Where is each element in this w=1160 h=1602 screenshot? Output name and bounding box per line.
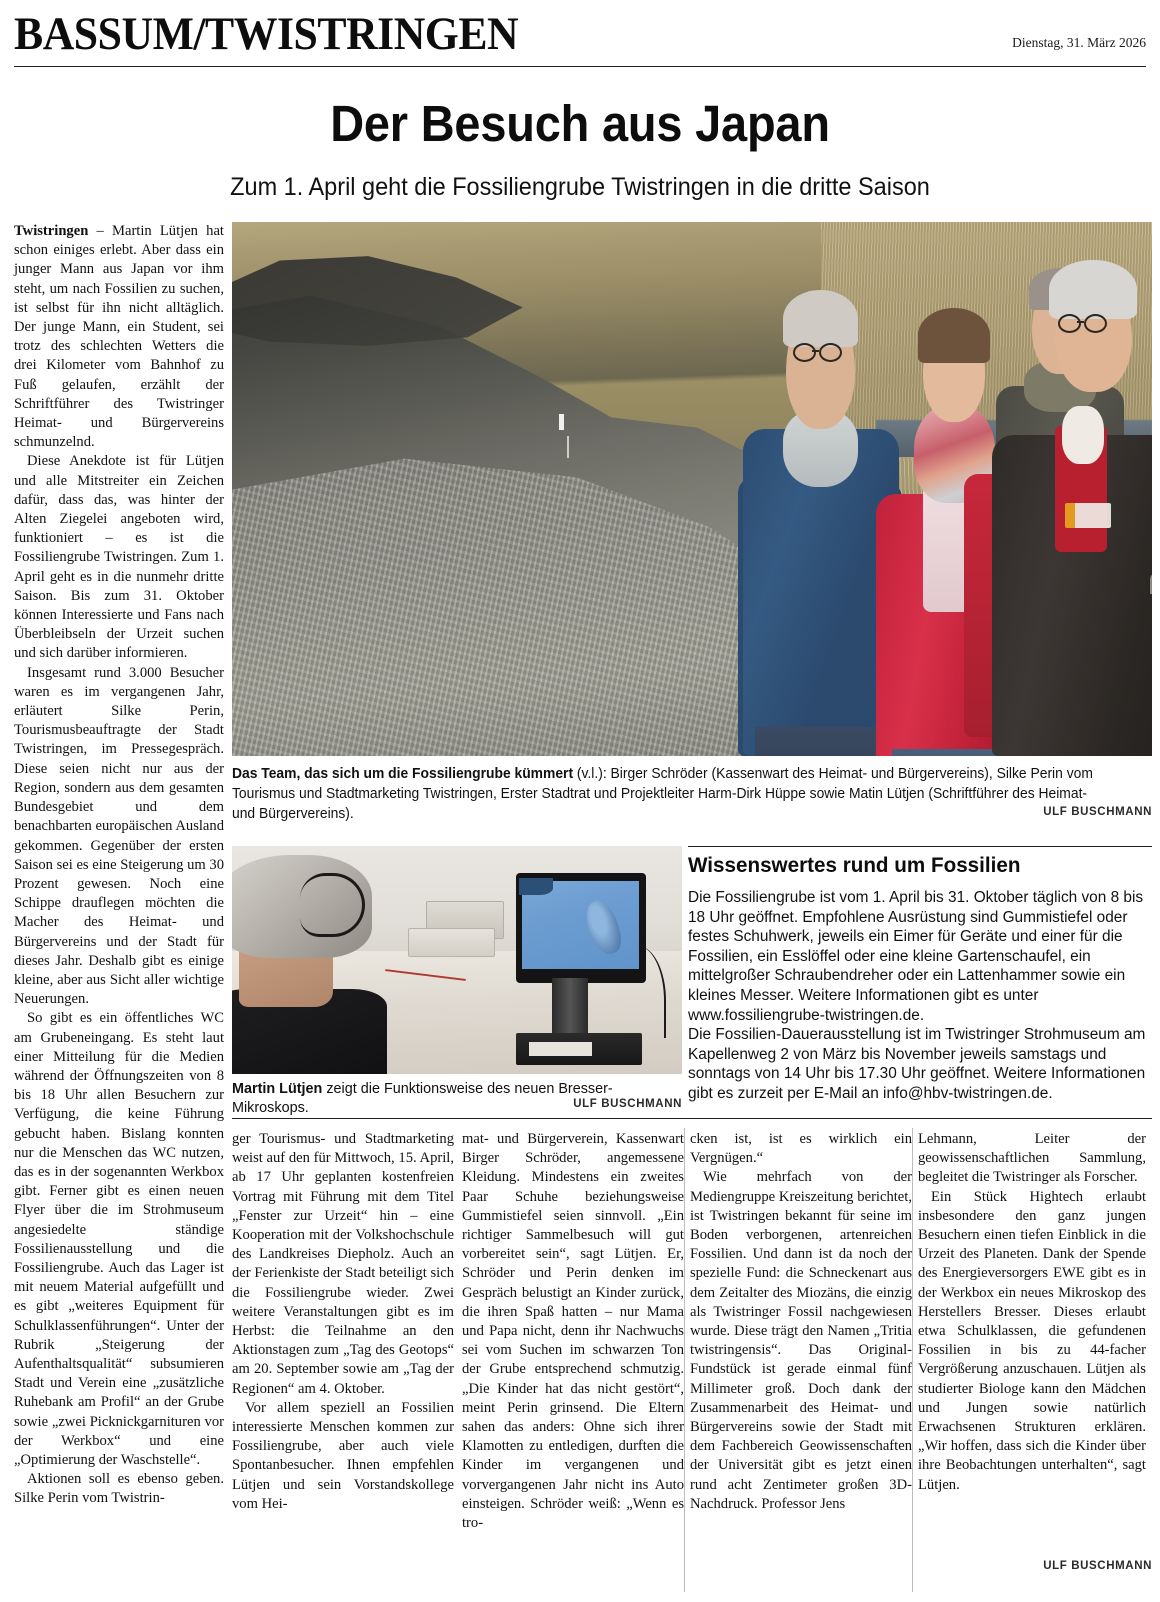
fossiliengrube-logo-icon bbox=[1065, 503, 1110, 527]
article-byline-credit: ULF BUSCHMANN bbox=[1043, 1560, 1152, 1572]
dateline: Twistringen bbox=[14, 223, 89, 239]
article-column-2 bbox=[232, 1130, 454, 1596]
photo-marker-post-stem bbox=[567, 436, 569, 458]
article-subheadline: Zum 1. April geht die Fossiliengrube Twistringen in die dritte Saison bbox=[230, 173, 930, 201]
microscope-stand bbox=[552, 978, 588, 1037]
person-a-hair bbox=[783, 290, 858, 348]
col4-paragraph-1: cken ist, ist es wirklich ein Vergnügen.“ bbox=[690, 1131, 912, 1167]
paragraph-1: – Martin Lütjen hat schon einiges erlebt. Aber dass ein junger Mann aus Japan vor ihm steht, um nach Fossilien zu suchen, ist selbst für ihn nicht alltäglich. Der junge Mann, ein Student, sei trotz des schlechten Wetters die drei Kilometer vom Bahnhof zu Fuß gelaufen, erzählt der Schriftführer des Twistringer Heimat- und Bürgervereins schmunzelnd. bbox=[14, 223, 224, 451]
micro-caption-lead: Martin Lütjen bbox=[232, 1081, 323, 1097]
article-column-5 bbox=[918, 1130, 1146, 1570]
person-a-glasses-icon bbox=[793, 343, 852, 391]
masthead bbox=[14, 10, 1146, 62]
person-at-microscope bbox=[232, 855, 394, 1074]
col5-paragraph-2: Ein Stück Hightech erlaubt insbesondere den ganz jungen Besuchern einen tiefen Einblick in die Urzeit des Planeten. Dank der Spende des Energieversorgers EWE gibt es in der Werkbox ein neues Mikroskop des Herstellers Bresser. Dieses erlaubt etwa Schulklassen, die gefundenen Fossilien in bis zu 44-facher Vergrößerung anzuschauen. Lütjen als studierter Biologe kann den Mädchen und Jungen sowie natürlich Erwachsenen Strukturen erklären. „Wir hoffen, dass sich die Kinder über ihre Beobachtungen unterhalten“, sagt Lütjen. bbox=[918, 1188, 1146, 1493]
person-d-glasses-icon bbox=[1058, 314, 1128, 363]
col2-paragraph-1: ger Tourismus- und Stadtmarketing weist auf den für Mittwoch, 15. April, ab 17 Uhr geplanten kostenfreien Vortrag mit Führung mit dem Titel „Fenster zur Urzeit“ hin – eine Kooperation mit der Volkshochschule des Landkreises Diepholz. Auch an der Ferienkiste der Stadt beteiligt sich die Fossiliengrube wieder. Zwei weitere Veranstaltungen gibt es im Herbst: die Teilnahme an den Aktionstagen zum „Tag des Geotops“ am 20. September sowie am „Tag der Regionen“ am 4. Oktober. bbox=[232, 1131, 454, 1397]
column-divider-3 bbox=[684, 1128, 685, 1592]
col3-paragraph-1: mat- und Bürgerverein, Kassenwart Birger Schröder, angemessene Kleidung. Mindestens ein zweites Paar Schuhe beziehungsweise Gummistiefel seien sinnvoll. „Ein richtiger Sammelbesuch will gut vorbereitet sein“, sagt Lütjen. Er, Schröder und Perin denken im Gespräch belustigt an Kinder zurück, die ihren Spaß hatten – nur Mama und Papa nicht, denn ihr Nachwuchs sei vom Suchen im schwarzen Ton der Grube entsprechend schmutzig. „Die Kinder hat das nicht gestört“, meint Perin grinsend. Die Eltern sahen das anders: Ohne sich ihrer Klamotten zu entledigen, durften die Kinder im vergangenen und vorvergangenen Jahr nicht ins Auto einsteigen. Schröder weiß: „Wenn es tro- bbox=[462, 1131, 684, 1532]
main-caption-lead: Das Team, das sich um die Fossiliengrube kümmert bbox=[232, 766, 574, 782]
person-martin-luetjen bbox=[1023, 270, 1152, 756]
infobox-top-rule bbox=[688, 846, 1152, 847]
masthead-title: BASSUM/TWISTRINGEN bbox=[14, 8, 519, 60]
micro-caption-rest: zeigt die Funktionsweise des neuen Bresser-Mikroskops. bbox=[232, 1081, 613, 1116]
microscope-slide bbox=[529, 1042, 592, 1056]
infobox-title: Wissenswertes rund um Fossilien bbox=[688, 853, 1021, 877]
person-d-collar bbox=[1062, 406, 1104, 464]
microscope-photo-credit: ULF BUSCHMANN bbox=[573, 1098, 682, 1110]
main-photo-credit: ULF BUSCHMANN bbox=[1043, 806, 1152, 818]
infobox-paragraph-2: Die Fossilien-Dauerausstellung ist im Twistringer Strohmuseum am Kapellenweg 2 von März bis November jeweils samstags und sonntags von 14 Uhr bis 17.30 Uhr geöffnet. Weitere Informationen gibt es zurzeit per E-Mail an info@hbv-twistringen.de. bbox=[688, 1026, 1146, 1102]
masthead-date: Dienstag, 31. März 2026 bbox=[1012, 35, 1146, 50]
article-headline: Der Besuch aus Japan bbox=[330, 95, 830, 152]
article-column-4 bbox=[690, 1130, 912, 1596]
person-b-hair bbox=[918, 308, 990, 362]
microscope-photo bbox=[232, 846, 682, 1074]
paragraph-5: Aktionen soll es ebenso geben. Silke Perin vom Twistrin- bbox=[14, 1471, 224, 1507]
monitor-display-corner bbox=[519, 878, 553, 896]
micro-person-glasses-icon bbox=[300, 873, 364, 937]
infobox-paragraph-1: Die Fossiliengrube ist vom 1. April bis 31. Oktober täglich von 8 bis 18 Uhr geöffnet. Empfohlene Ausrüstung sind Gummistiefel oder festes Schuhwerk, jeweils ein Eimer für Geräte und einer für die Fossilien, ein Esslöffel oder eine kleine Gartenschaufel, ein mittelgroßer Schraubendreher oder ein Lattenhammer sowie ein kleines Messer. Weitere Informationen gibt es unter www.fossiliengrube-twistringen.de. bbox=[688, 889, 1144, 1024]
main-photo bbox=[232, 222, 1152, 756]
bottom-section-rule bbox=[232, 1118, 1152, 1119]
paragraph-3: Insgesamt rund 3.000 Besucher waren es im vergangenen Jahr, erläutert Silke Perin, Tourismusbeauftragte der Stadt Twistringen, im Pressegespräch. Diese seien nicht nur aus der Region, sondern aus dem gesamten Bundesgebiet und dem benachbarten europäischen Ausland gekommen. Gegenüber der ersten Saison sei es eine Steigerung um 30 Prozent gewesen. Noch eine Schippe drauflegen möchten die Macher des Heimat- und Bürgervereins und der Stadt für dieses Jahr. Deshalb gibt es einige kleine, aber aus Sicht aller wichtige Neuerungen. bbox=[14, 664, 224, 1008]
col2-paragraph-2: Vor allem speziell an Fossilien interessierte Menschen kommen zur Fossiliengrube, aber auch viele Spontanbesucher. Ihnen empfehlen Lütjen und sein Vorstandskollege vom Hei- bbox=[232, 1399, 454, 1512]
paragraph-dateline bbox=[14, 222, 224, 452]
col4-paragraph-2: Wie mehrfach von der Mediengruppe Kreiszeitung berichtet, ist Twistringen bekannt für seine im Boden verborgenen, artenreichen Fossilien. Und dann ist da noch der spezielle Fund: die Schneckenart aus dem Zeitalter des Miozäns, die einzig als Twistringer Fossil nachgewiesen wurde. Diese trägt den Namen „Tritia twistringensis“. Das Original-Fundstück ist gerade einmal fünf Millimeter groß. Doch dank der Zusammenarbeit des Heimat- und Bürgervereins sowie der Stadt mit dem Fachbereich Geowissenschaften der Universität gibt es jetzt einen rund acht Zentimeter großen 3D-Nachdruck. Professor Jens bbox=[690, 1169, 912, 1512]
article-column-1 bbox=[14, 222, 224, 1602]
paragraph-4: So gibt es ein öffentliches WC am Grubeneingang. Es steht laut einer Mitteilung für die Medien während der Öffnungszeiten von 8 bis 18 Uhr allen Besuchern zur Verfügung, die keine Führung gebucht haben. Bislang konnten nur die Menschen das WC nutzen, das es in der sogenannten Werkbox gibt. Ferner gibt es einen neuen Flyer über die im Strohmuseum angesiedelte ständige Fossilienausstellung und die Fossiliengrube. Auch das Lager ist mit neuem Material aufgefüllt und es gibt „weiteres Equipment für Schulklassenführungen“. Unter der Rubrik „Steigerung der Aufenthaltsqualität“ subsumieren Stadt und Verein eine „zusätzliche Ruhebank am Profil“ an der Grube sowie „zwei Picknickgarnituren vor der Werkbox“ und eine „Optimierung der Waschstelle“. bbox=[14, 1010, 224, 1468]
column-divider-4 bbox=[912, 1128, 913, 1592]
photo-marker-post bbox=[559, 414, 564, 430]
person-a-trousers bbox=[755, 727, 886, 756]
main-caption-rest: (v.l.): Birger Schröder (Kassenwart des Heimat- und Bürgervereins), Silke Perin vom Tourismus und Stadtmarketing Twistringen, Erster Stadtrat und Projektleiter Harm-Dirk Hüppe sowie Matin Lütjen (Schriftführer des Heimat- und Bürgervereins). bbox=[232, 766, 1093, 822]
paragraph-2: Diese Anekdote ist für Lütjen und alle Mitstreiter ein Zeichen dafür, dass das, was hinter der Alten Ziegelei angeboten wird, funktioniert – es ist die Fossiliengrube Twistringen. Zum 1. April geht es in die nunmehr dritte Saison. Bis zum 31. Oktober können Interessierte und Fans nach Überbleibseln der Urzeit suchen und sich darüber informieren. bbox=[14, 453, 224, 662]
micro-photo-paper-sheet bbox=[408, 928, 496, 957]
col5-paragraph-1: Lehmann, Leiter der geowissenschaftlichen Sammlung, begleitet die Twistringer als Forscher. bbox=[918, 1131, 1146, 1186]
person-d-hair bbox=[1049, 260, 1136, 318]
masthead-divider bbox=[14, 66, 1146, 67]
article-column-3 bbox=[462, 1130, 684, 1596]
infobox-body bbox=[688, 888, 1154, 1104]
